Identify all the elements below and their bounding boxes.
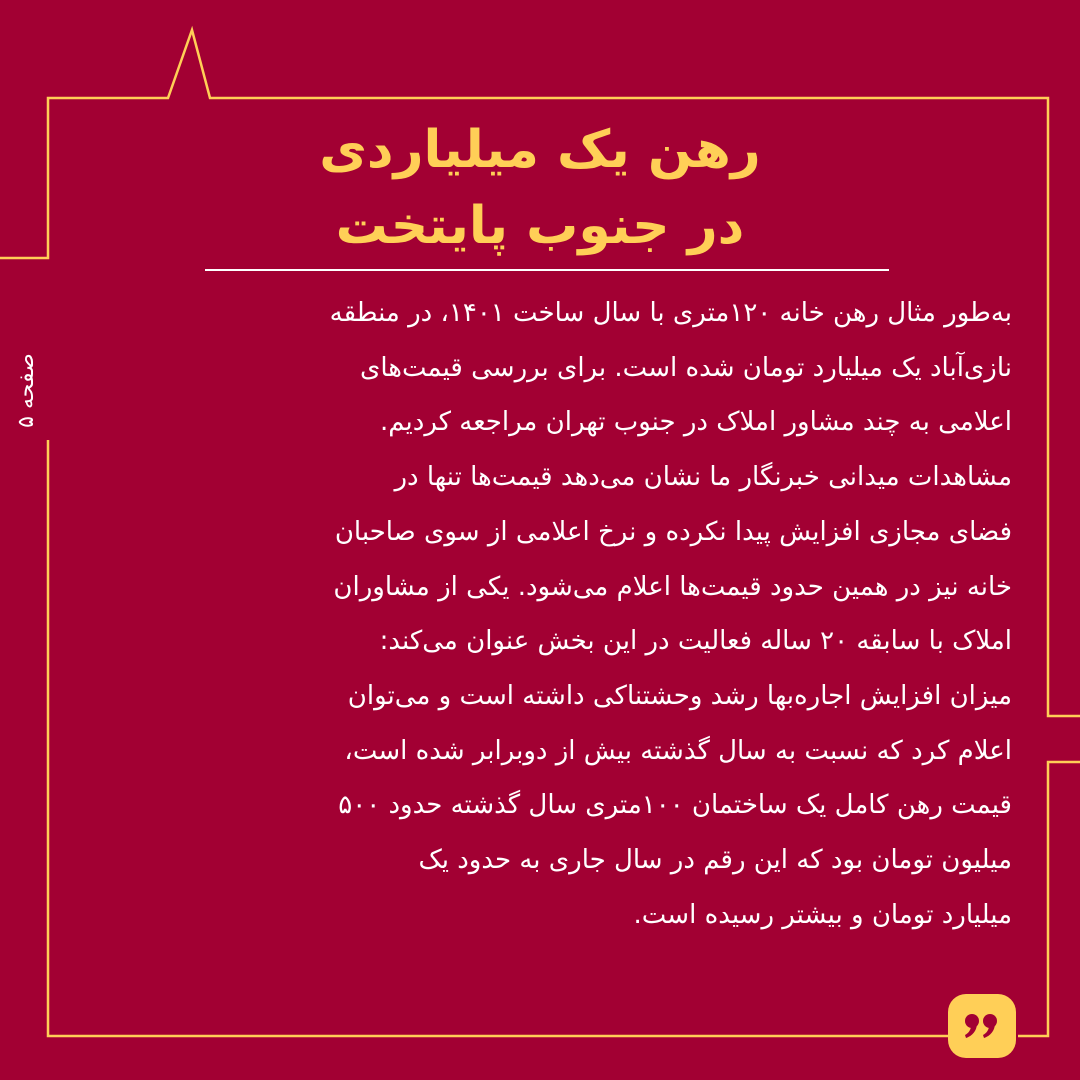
body-line: به‌طور مثال رهن خانه ۱۲۰متری با سال ساخت ۱۴۰۱، در منطقه [329, 298, 1012, 328]
body-line: قیمت رهن کامل یک ساختمان ۱۰۰متری سال گذشته حدود ۵۰۰ [338, 790, 1012, 821]
body-line: خانه نیز در همین حدود قیمت‌ها اعلام می‌شود. یکی از مشاوران [333, 571, 1012, 602]
body-line: املاک با سابقه ۲۰ ساله فعالیت در این بخش عنوان می‌کند: [379, 626, 1012, 657]
body-line: میلیارد تومان و بیشتر رسیده است. [633, 899, 1012, 930]
quote-icon [962, 1011, 1002, 1041]
body-line: میلیون تومان بود که این رقم در سال جاری به حدود یک [418, 845, 1012, 876]
body-line: اعلامی به چند مشاور املاک در جنوب تهران مراجعه کردیم. [379, 407, 1012, 438]
page-number-label [6, 320, 46, 460]
headline-line-1: رهن یک میلیاردی [319, 120, 761, 180]
body-line: نازی‌آباد یک میلیارد تومان شده است. برای بررسی قیمت‌های [360, 352, 1012, 383]
page-number-text: صفحه ۵ [13, 352, 39, 428]
body-line: میزان افزایش اجاره‌بها رشد وحشتناکی داشته است و می‌توان [347, 680, 1012, 711]
headline-line-2: در جنوب پایتخت [335, 196, 745, 256]
body-line: فضای مجازی افزایش پیدا نکرده و نرخ اعلامی از سوی صاحبان [334, 516, 1012, 547]
quote-badge [948, 994, 1016, 1058]
body-line: مشاهدات میدانی خبرنگار ما نشان می‌دهد قیمت‌ها تنها در [394, 462, 1012, 493]
article-body [72, 286, 1012, 942]
headline [160, 112, 920, 264]
headline-divider [205, 269, 889, 271]
body-line: اعلام کرد که نسبت به سال گذشته بیش از دوبرابر شده است، [344, 735, 1012, 766]
